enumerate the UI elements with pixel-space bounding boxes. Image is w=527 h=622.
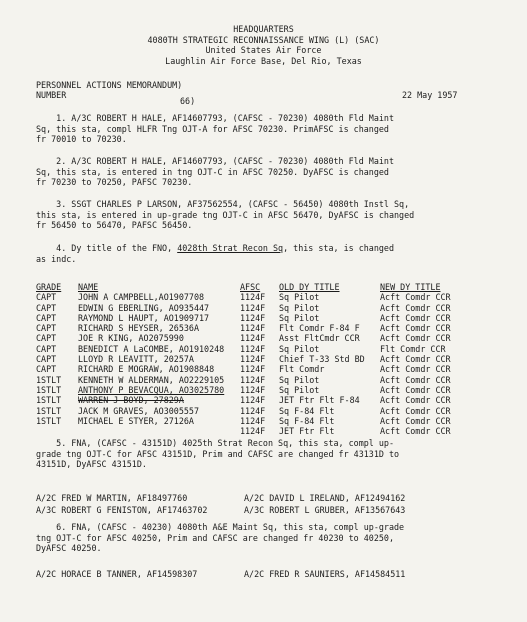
cell-grade: CAPT [36, 343, 57, 354]
cell-afsc: 1124F [240, 374, 266, 385]
cell-new-title: Acft Comdr CCR [380, 384, 451, 395]
cell-new-title: Acft Comdr CCR [380, 426, 451, 437]
letterhead-line-1: HEADQUARTERS [233, 24, 294, 34]
cell-new-title: Acft Comdr CCR [380, 302, 451, 313]
paragraph-4-suffix: , this sta, is changed as indc. [36, 243, 395, 264]
cell-grade: 1STLT [36, 384, 62, 395]
cell-afsc: 1124F [240, 405, 266, 416]
table-row [36, 354, 506, 364]
cell-new-title: Flt Comdr CCR [380, 343, 446, 354]
cell-name: MICHAEL E STYER, 27126A [78, 415, 194, 426]
table-row [36, 406, 506, 416]
memo-title: PERSONNEL ACTIONS MEMORANDUM) [36, 80, 183, 90]
cell-afsc: 1124F [240, 354, 266, 365]
cell-afsc: 1124F [240, 323, 266, 334]
cell-afsc: 1124F [240, 333, 266, 344]
cell-old-title: Sq Pilot [279, 292, 320, 303]
cell-old-title: Sq F-84 Flt [279, 415, 335, 426]
person-6-2: A/2C FRED R SAUNIERS, AF14584511 [244, 569, 406, 579]
cell-grade: CAPT [36, 364, 57, 375]
cell-name: WARREN J BOYD, 27829A [78, 395, 184, 406]
cell-afsc: 1124F [240, 364, 266, 375]
cell-name: EDWIN G EBERLING, AO935447 [78, 302, 210, 313]
cell-old-title: Sq Pilot [279, 384, 320, 395]
header-grade: GRADE [36, 282, 62, 292]
table-body [36, 292, 506, 436]
table-row [36, 344, 506, 354]
header-old-title: OLD DY TITLE [279, 282, 340, 292]
cell-grade: CAPT [36, 312, 57, 323]
cell-afsc: 1124F [240, 312, 266, 323]
cell-grade: CAPT [36, 333, 57, 344]
cell-grade: 1STLT [36, 374, 62, 385]
cell-old-title: Sq Pilot [279, 302, 320, 313]
cell-afsc: 1124F [240, 415, 266, 426]
cell-new-title: Acft Comdr CCR [380, 374, 451, 385]
cell-grade: CAPT [36, 323, 57, 334]
paragraph-1: 1. A/3C ROBERT H HALE, AF14607793, (CAFSC - 70230) 4080th Fld Maint Sq, this sta, compl HLFR Tng OJT-A for AFSC 70230. PrimAFSC is changed fr 70010 to 70230. [36, 113, 394, 145]
table-row [36, 303, 506, 313]
paragraph-2: 2. A/3C ROBERT H HALE, AF14607793, (CAFSC - 70230) 4080th Fld Maint Sq, this sta, is entered in tng OJT-C in AFSC 70250. DyAFSC is changed fr 70230 to 70250, PAFSC 70230. [36, 156, 394, 188]
paragraph-4 [36, 243, 496, 264]
cell-name: RICHARD E MOGRAW, AO1908848 [78, 364, 215, 375]
paragraph-4-unit: 4028th Strat Recon Sq [177, 243, 284, 253]
cell-name: KENNETH W ALDERMAN, AO2229105 [78, 374, 225, 385]
cell-grade: 1STLT [36, 405, 62, 416]
header-new-title: NEW DY TITLE [380, 282, 441, 292]
paragraph-4-prefix: 4. Dy title of the FNO, [36, 243, 178, 253]
title-change-table [36, 282, 506, 436]
table-header [36, 282, 506, 292]
memo-number-label: NUMBER [36, 90, 67, 100]
table-row [36, 426, 506, 436]
cell-afsc: 1124F [240, 302, 266, 313]
cell-name: LLOYD R LEAVITT, 20257A [78, 354, 194, 365]
cell-name: ANTHONY P BEVACQUA, AO3025780 [78, 384, 225, 395]
table-row [36, 416, 506, 426]
cell-grade: 1STLT [36, 415, 62, 426]
table-row [36, 395, 506, 405]
cell-new-title: Acft Comdr CCR [380, 415, 451, 426]
cell-grade: CAPT [36, 292, 57, 303]
cell-afsc: 1124F [240, 395, 266, 406]
cell-name: RAYMOND L HAUPT, AO1909717 [78, 312, 210, 323]
cell-grade: 1STLT [36, 395, 62, 406]
cell-old-title: Chief T-33 Std BD [279, 354, 365, 365]
letterhead-line-3: United States Air Force [205, 45, 322, 56]
paragraph-3: 3. SSGT CHARLES P LARSON, AF37562554, (CAFSC - 56450) 4080th Instl Sq, this sta, is entered in up-grade tng OJT-C in AFSC 56470, DyAFSC is changed fr 56450 to 56470, PAFSC 56450. [36, 199, 415, 231]
cell-name: RICHARD S HEYSER, 26536A [78, 323, 200, 334]
header-name: NAME [78, 282, 99, 292]
person-5-4: A/3C ROBERT L GRUBER, AF13567643 [244, 505, 406, 515]
cell-name: JOHN A CAMPBELL,AO1907708 [78, 292, 205, 303]
cell-old-title: JET Ftr Flt F-84 [279, 395, 360, 406]
cell-new-title: Acft Comdr CCR [380, 292, 451, 303]
cell-grade: CAPT [36, 302, 57, 313]
paragraph-5: 5. FNA, (CAFSC - 43151D) 4025th Strat Recon Sq, this sta, compl up- grade tng OJT-C for AFSC 43151D, Prim and CAFSC are changed fr 43131D to 43151D, DyAFSC 43151D. [36, 438, 400, 470]
cell-new-title: Acft Comdr CCR [380, 395, 451, 406]
cell-new-title: Acft Comdr CCR [380, 364, 451, 375]
cell-grade: CAPT [36, 354, 57, 365]
cell-old-title: Sq Pilot [279, 312, 320, 323]
person-5-2: A/2C DAVID L IRELAND, AF12494162 [244, 493, 406, 503]
letterhead [0, 24, 527, 66]
table-row [36, 375, 506, 385]
cell-new-title: Acft Comdr CCR [380, 333, 451, 344]
letterhead-line-2: 4080TH STRATEGIC RECONNAISSANCE WING (L) (SAC) [147, 34, 380, 45]
letterhead-line-4: Laughlin Air Force Base, Del Rio, Texas [165, 55, 362, 66]
cell-new-title: Acft Comdr CCR [380, 405, 451, 416]
cell-name: JOE R KING, AO2075990 [78, 333, 184, 344]
cell-name: BENEDICT A LaCOMBE, AO1910248 [78, 343, 225, 354]
cell-afsc: 1124F [240, 292, 266, 303]
table-row [36, 333, 506, 343]
cell-old-title: Sq Pilot [279, 343, 320, 354]
cell-afsc: 1124F [240, 384, 266, 395]
cell-name: JACK M GRAVES, AO3005557 [78, 405, 200, 416]
memo-number: 66) [180, 96, 196, 106]
memo-date: 22 May 1957 [402, 90, 458, 100]
cell-new-title: Acft Comdr CCR [380, 354, 451, 365]
paragraph-6: 6. FNA, (CAFSC - 40230) 4080th A&E Maint Sq, this sta, compl up-grade tng OJT-C for AFSC 40250, Prim and CAFSC are changed fr 40230 to 40250, DyAFSC 40250. [36, 522, 405, 554]
cell-old-title: Flt Comdr F-84 F [279, 323, 360, 334]
table-row [36, 385, 506, 395]
cell-old-title: Sq Pilot [279, 374, 320, 385]
header-afsc: AFSC [240, 282, 261, 292]
cell-afsc: 1124F [240, 426, 266, 437]
cell-old-title: Flt Comdr [279, 364, 325, 375]
cell-new-title: Acft Comdr CCR [380, 323, 451, 334]
person-5-3: A/3C ROBERT G FENISTON, AF17463702 [36, 505, 208, 515]
table-row [36, 364, 506, 374]
table-row [36, 292, 506, 302]
person-5-1: A/2C FRED W MARTIN, AF18497760 [36, 493, 188, 503]
cell-afsc: 1124F [240, 343, 266, 354]
table-row [36, 313, 506, 323]
cell-old-title: Sq F-84 Flt [279, 405, 335, 416]
table-row [36, 323, 506, 333]
cell-old-title: JET Ftr Flt [279, 426, 335, 437]
cell-new-title: Acft Comdr CCR [380, 312, 451, 323]
person-6-1: A/2C HORACE B TANNER, AF14598307 [36, 569, 198, 579]
cell-old-title: Asst FltCmdr CCR [279, 333, 360, 344]
